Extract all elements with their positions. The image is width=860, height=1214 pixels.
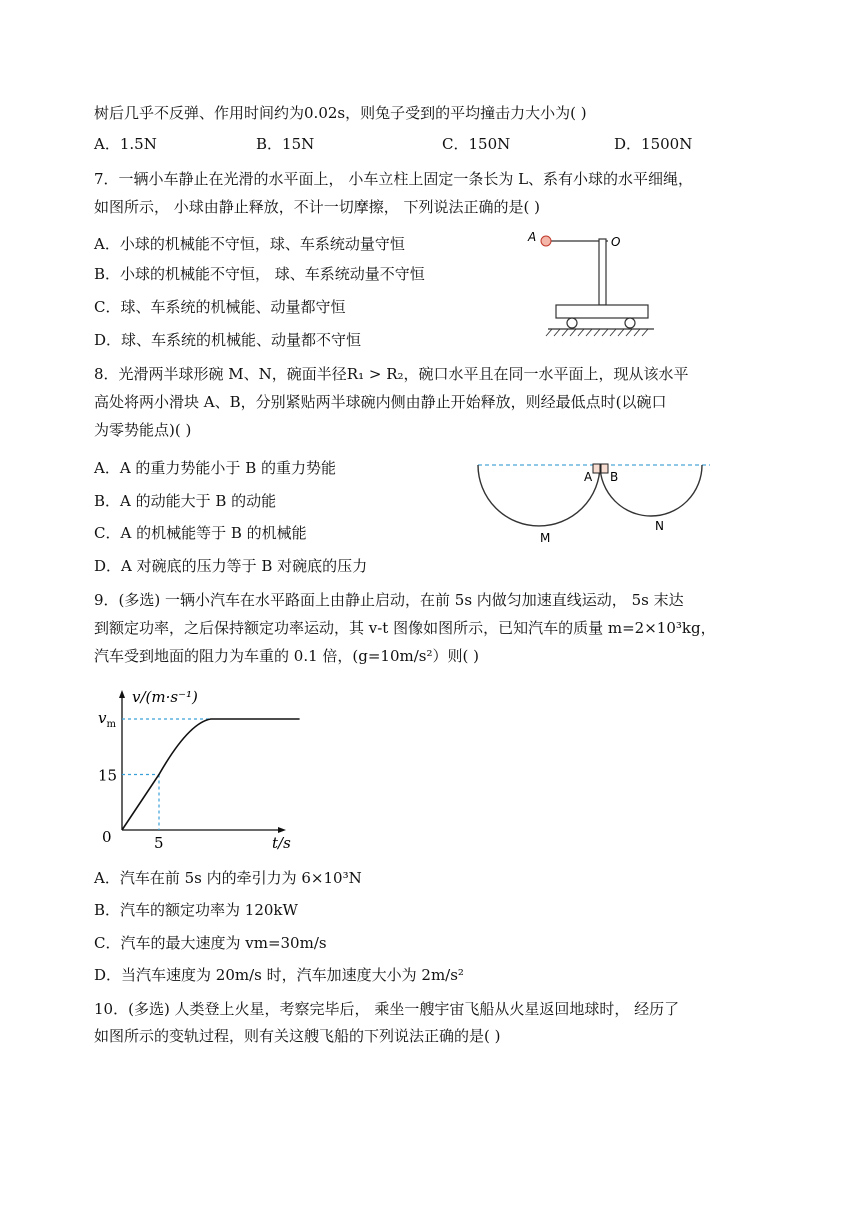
q8-option-d[interactable]: D．A 对碗底的压力等于 B 对碗底的压力 [94,557,368,575]
x-tick-0: 0 [102,828,112,846]
q7-option-a[interactable]: A．小球的机械能不守恒，球、车系统动量守恒 [94,235,405,253]
y-tick-15: 15 [98,766,118,785]
q8-label-m: M [540,531,551,545]
q8-bowls-figure [474,455,714,555]
q7-stem-line-1: 7．一辆小车静止在光滑的水平面上， 小车立柱上固定一条长为 L、系有小球的水平细绳， [94,170,694,188]
q8-label-b: B [610,470,619,484]
q7-cart-body [556,305,648,318]
q7-pillar [599,239,606,305]
q8-block-a [593,464,600,473]
q8-block-b [601,464,608,473]
q9-stem-line-1: 9．(多选) 一辆小汽车在水平路面上由静止启动，在前 5s 内做匀加速直线运动， 5s 末达 [94,591,684,609]
q9-stem-line-3: 汽车受到地面的阻力为车重的 0.1 倍，(g=10m/s²）则( ) [94,647,479,665]
q6-option-b[interactable]: B．15N [256,135,315,153]
q7-ball [541,236,551,246]
q10-stem-line-1: 10．(多选) 人类登上火星，考察完毕后， 乘坐一艘宇宙飞船从火星返回地球时， 经历了 [94,1000,680,1018]
q8-label-n: N [655,519,664,533]
q7-cart-figure [526,226,662,346]
q8-label-a: A [584,470,593,484]
q7-label-o: O [611,235,621,249]
q9-option-a[interactable]: A．汽车在前 5s 内的牵引力为 6×10³N [94,869,362,887]
q6-option-c[interactable]: C．150N [442,135,511,153]
q8-option-c[interactable]: C．A 的机械能等于 B 的机械能 [94,524,307,542]
q6-options [94,133,734,155]
x-axis-arrow [278,827,286,833]
q9-option-d[interactable]: D．当汽车速度为 20m/s 时，汽车加速度大小为 2m/s² [94,966,464,984]
q7-option-b[interactable]: B．小球的机械能不守恒， 球、车系统动量不守恒 [94,265,425,283]
q7-label-a: A [528,230,537,244]
q9-option-b[interactable]: B．汽车的额定功率为 120kW [94,901,298,919]
q9-stem-line-2: 到额定功率，之后保持额定功率运动，其 v-t 图像如图所示，已知汽车的质量 m=2×10³kg， [94,619,716,637]
y-tick-vm: $v_m$ [98,709,116,730]
y-axis-label: v/(m·s⁻¹) [132,688,198,706]
q7-option-c[interactable]: C．球、车系统的机械能、动量都守恒 [94,298,346,316]
q10-stem-line-2: 如图所示的变轨过程，则有关这艘飞船的下列说法正确的是( ) [94,1027,501,1045]
y-axis-arrow [119,690,125,698]
q6-option-d[interactable]: D．1500N [614,135,693,153]
q8-stem-line-3: 为零势能点)( ) [94,421,192,439]
q8-bowl-m [478,465,600,526]
q6-tail-text: 树后几乎不反弹、作用时间约为0.02s，则兔子受到的平均撞击力大小为( ) [94,104,587,122]
chart-axes [122,696,280,830]
q7-stem-line-2: 如图所示， 小球由静止释放，不计一切摩擦， 下列说法正确的是( ) [94,198,541,216]
q8-option-a[interactable]: A．A 的重力势能小于 B 的重力势能 [94,459,336,477]
q7-option-d[interactable]: D．球、车系统的机械能、动量都不守恒 [94,331,362,349]
x-axis-label: t/s [272,834,291,852]
q8-option-b[interactable]: B．A 的动能大于 B 的动能 [94,492,277,510]
q9-option-c[interactable]: C．汽车的最大速度为 vm=30m/s [94,934,327,952]
x-tick-5: 5 [154,834,164,852]
q8-stem-line-1: 8．光滑两半球形碗 M、N，碗面半径R₁ > R₂，碗口水平且在同一水平面上，现从该水平 [94,365,689,383]
q9-vt-chart [94,686,304,854]
q6-option-a[interactable]: A．1.5N [94,135,157,153]
q8-stem-line-2: 高处将两小滑块 A、B，分别紧贴两半球碗内侧由静止开始释放，则经最低点时(以碗口 [94,393,667,411]
